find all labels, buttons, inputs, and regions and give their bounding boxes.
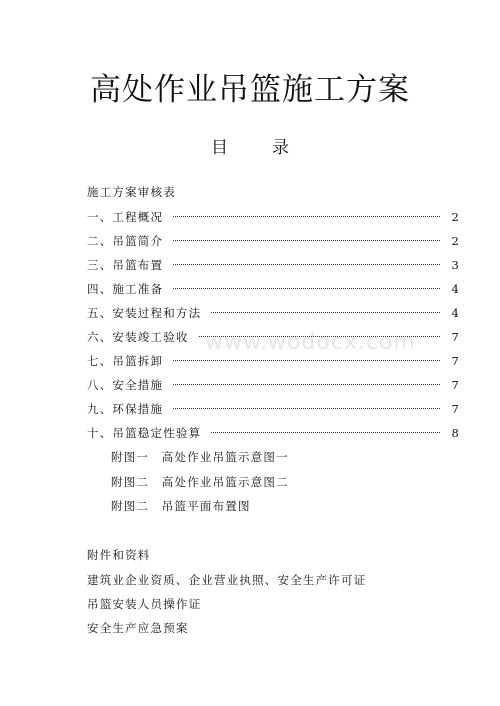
toc-row[interactable]	[87, 257, 460, 273]
toc-label: 八、安全措施	[87, 378, 164, 392]
attachment-item: 安全生产应急预案	[87, 621, 189, 635]
toc-row[interactable]	[87, 209, 460, 225]
toc-page-number: 3	[451, 258, 460, 272]
toc-label: 九、环保措施	[87, 402, 164, 416]
toc-row[interactable]	[87, 305, 460, 321]
toc-row[interactable]	[87, 401, 460, 417]
toc-row[interactable]	[87, 233, 460, 249]
toc-row[interactable]	[87, 377, 460, 393]
toc-page-number: 2	[451, 210, 460, 224]
toc-leader	[173, 287, 440, 289]
toc-label: 十、吊篮稳定性验算	[87, 426, 202, 440]
toc-label: 三、吊篮布置	[87, 258, 164, 272]
toc-leader	[173, 383, 440, 385]
toc-page-number: 7	[451, 354, 460, 368]
toc-label: 一、工程概况	[87, 210, 164, 224]
toc-heading: 目录	[211, 138, 333, 158]
toc-leader	[199, 335, 440, 337]
toc-label: 六、安装竣工验收	[87, 330, 189, 344]
figure-item: 附图二 高处作业吊篮示意图二	[111, 475, 289, 489]
document-title: 高处作业吊篮施工方案	[90, 72, 410, 108]
toc-label: 五、安装过程和方法	[87, 306, 202, 320]
toc-leader	[173, 407, 440, 409]
toc-label: 七、吊篮拆卸	[87, 354, 164, 368]
toc-leader	[211, 311, 440, 313]
toc-row[interactable]	[87, 425, 460, 441]
toc-row[interactable]	[87, 353, 460, 369]
toc-leader	[211, 431, 440, 433]
toc-page-number: 7	[451, 402, 460, 416]
toc-row[interactable]	[87, 329, 460, 345]
toc-leader	[173, 263, 440, 265]
figure-item: 附图一 高处作业吊篮示意图一	[111, 450, 289, 464]
toc-row[interactable]	[87, 281, 460, 297]
toc-page-number: 8	[451, 426, 460, 440]
preface-item: 施工方案审核表	[87, 185, 176, 199]
watermark: www.wodocx.com	[205, 330, 416, 355]
toc-page-number: 4	[451, 282, 460, 296]
attachment-item: 吊篮安装人员操作证	[87, 597, 202, 611]
toc-page-number: 7	[451, 330, 460, 344]
attachments-heading: 附件和资料	[87, 548, 151, 562]
toc-label: 二、吊篮简介	[87, 234, 164, 248]
toc-leader	[173, 215, 440, 217]
toc-page-number: 2	[451, 234, 460, 248]
toc-page-number: 4	[451, 306, 460, 320]
toc-page-number: 7	[451, 378, 460, 392]
toc-leader	[173, 239, 440, 241]
toc-leader	[173, 359, 440, 361]
attachment-item: 建筑业企业资质、企业营业执照、安全生产许可证	[87, 573, 367, 587]
figure-item: 附图二 吊篮平面布置图	[111, 499, 251, 513]
toc-label: 四、施工准备	[87, 282, 164, 296]
